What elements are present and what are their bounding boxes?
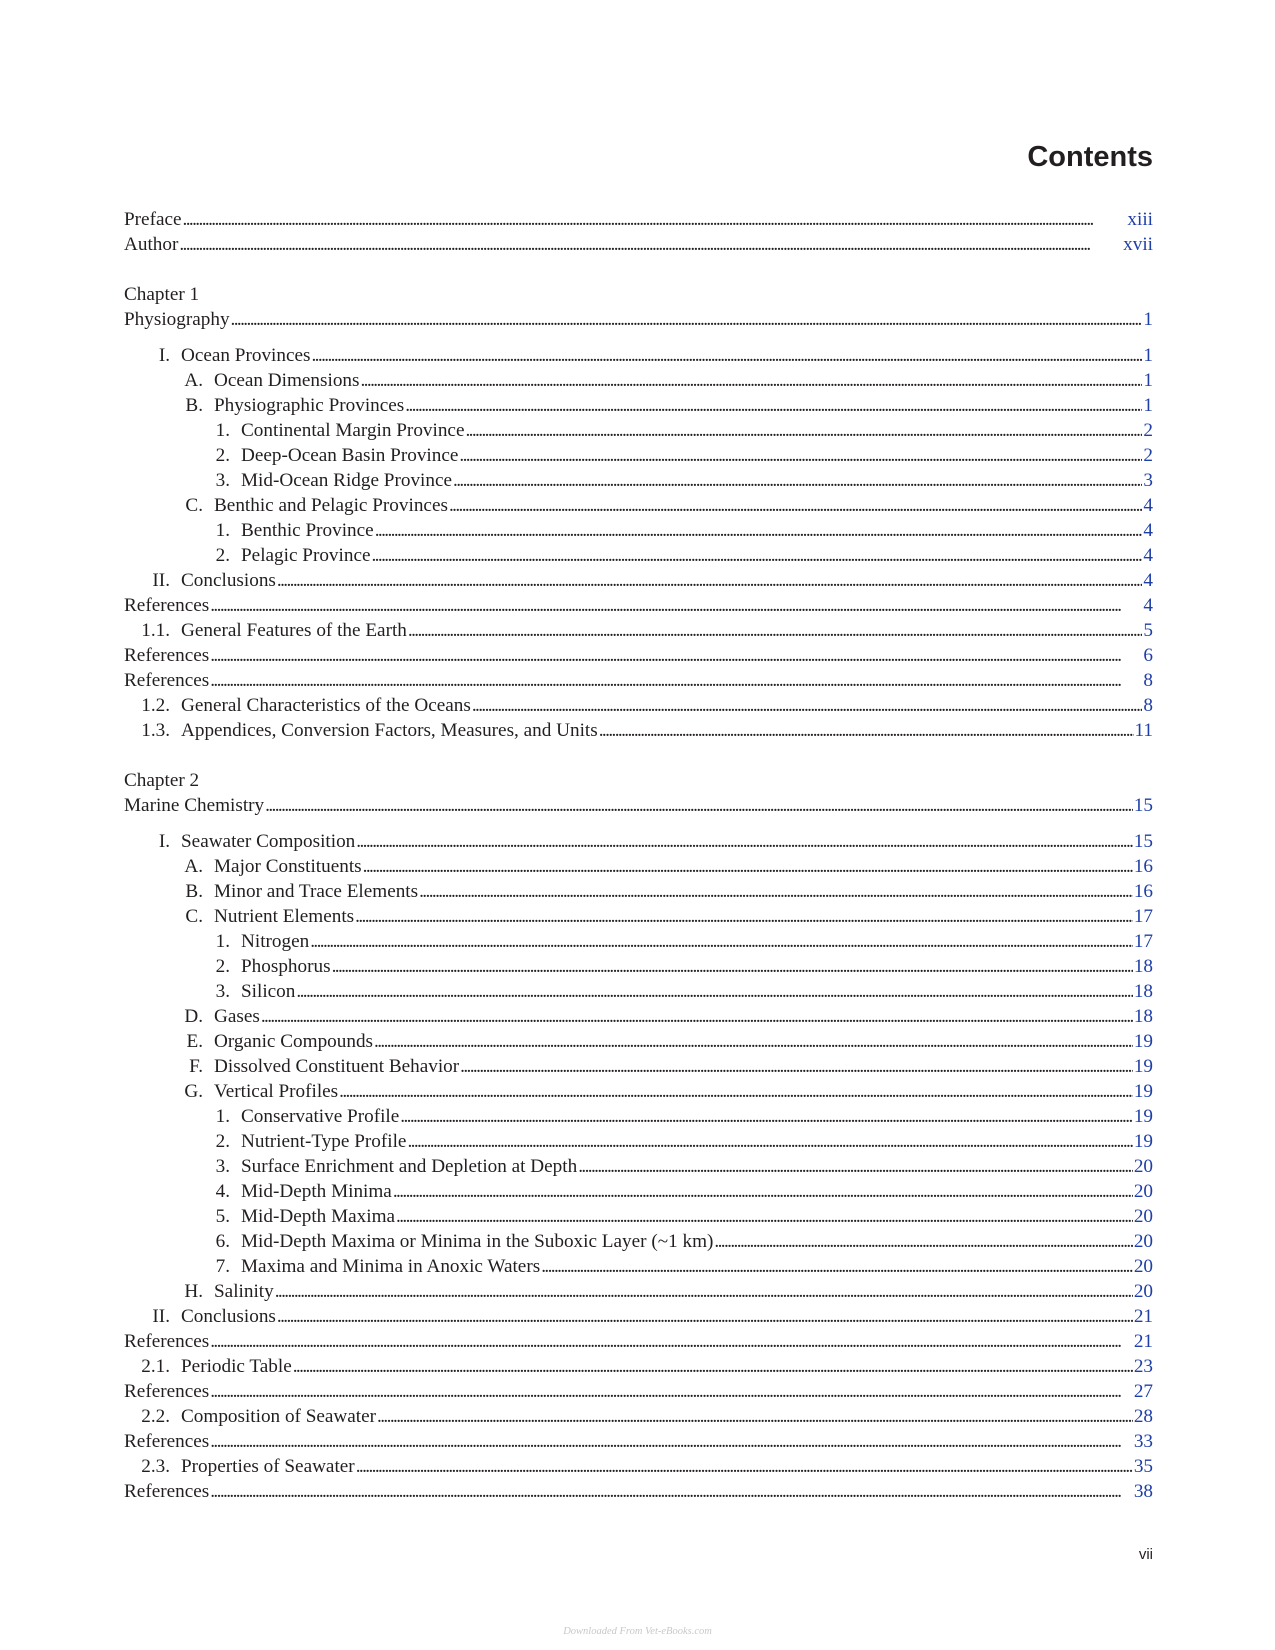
- dot-leader: [396, 1204, 1133, 1229]
- toc-page-link[interactable]: 28: [1133, 1406, 1153, 1427]
- dot-leader: [265, 793, 1133, 818]
- toc-entry[interactable]: [124, 1054, 1153, 1079]
- toc-entry[interactable]: [124, 468, 1153, 493]
- toc-entry-number: B.: [185, 395, 203, 416]
- toc-page-link[interactable]: 17: [1133, 906, 1153, 927]
- dot-leader: [541, 1254, 1133, 1279]
- toc-entry[interactable]: [124, 1154, 1153, 1179]
- toc-entry-label: Composition of Seawater: [181, 1406, 377, 1427]
- dot-leader: [465, 418, 1142, 443]
- dot-leader: [599, 718, 1134, 743]
- toc-entry-label: Conclusions: [181, 1306, 276, 1327]
- toc-entry-references[interactable]: [124, 668, 1153, 693]
- dot-leader: [371, 543, 1142, 568]
- dot-leader: [375, 518, 1143, 543]
- toc-entry[interactable]: [124, 879, 1153, 904]
- toc-page-link[interactable]: 4: [1143, 545, 1153, 566]
- toc-page-link[interactable]: xvii: [1123, 234, 1153, 255]
- dot-leader: [407, 1129, 1132, 1154]
- toc-entry-section[interactable]: [124, 618, 1153, 643]
- toc-entry-label: Benthic and Pelagic Provinces: [214, 495, 448, 516]
- dot-leader: [355, 904, 1133, 929]
- dot-leader: [356, 1454, 1133, 1479]
- toc-entry[interactable]: [124, 568, 1153, 593]
- toc-entry[interactable]: [124, 829, 1153, 854]
- chapter-number-label: Chapter 1: [124, 284, 200, 305]
- toc-entry-label: Salinity: [214, 1281, 274, 1302]
- toc-entry[interactable]: [124, 1304, 1153, 1329]
- dot-leader: [275, 1279, 1133, 1304]
- dot-leader: [393, 1179, 1133, 1204]
- toc-entry[interactable]: [124, 1079, 1153, 1104]
- toc-page-link[interactable]: 18: [1133, 981, 1153, 1002]
- toc-page-link[interactable]: 3: [1143, 470, 1153, 491]
- toc-entry-preface[interactable]: [124, 207, 1153, 232]
- toc-entry-number: F.: [189, 1056, 203, 1077]
- toc-page-link[interactable]: 16: [1133, 881, 1153, 902]
- toc-entry-references[interactable]: [124, 593, 1153, 618]
- toc-page-link[interactable]: 20: [1133, 1181, 1153, 1202]
- toc-entry[interactable]: [124, 368, 1153, 393]
- toc-entry[interactable]: [124, 343, 1153, 368]
- dot-leader: [332, 954, 1133, 979]
- toc-entry-number: C.: [185, 906, 203, 927]
- toc-entry-number: I.: [158, 345, 170, 366]
- toc-entry[interactable]: [124, 1129, 1153, 1154]
- toc-entry[interactable]: [124, 1104, 1153, 1129]
- toc-page-link[interactable]: 21: [1133, 1331, 1153, 1352]
- toc-entry-label: Preface: [124, 209, 182, 230]
- toc-entry-label: Organic Compounds: [214, 1031, 373, 1052]
- toc-page-link[interactable]: xiii: [1127, 209, 1153, 230]
- toc-entry-label: Surface Enrichment and Depletion at Depth: [241, 1156, 578, 1177]
- toc-entry[interactable]: [124, 393, 1153, 418]
- toc-entry-number: 3.: [215, 470, 230, 491]
- toc-entry-number: 2.2.: [141, 1406, 170, 1427]
- dot-leader: [179, 232, 1122, 257]
- toc-entry[interactable]: [124, 493, 1153, 518]
- toc-page-link[interactable]: 35: [1133, 1456, 1153, 1477]
- toc-page-link[interactable]: 8: [1143, 695, 1153, 716]
- toc-entry-number: 2.: [215, 956, 230, 977]
- dot-leader: [453, 468, 1142, 493]
- toc-entry-chapter-title[interactable]: [124, 307, 1153, 332]
- toc-page-link[interactable]: 4: [1143, 570, 1153, 591]
- toc-entry[interactable]: [124, 904, 1153, 929]
- toc-entry-number: 2.: [215, 1131, 230, 1152]
- toc-entry[interactable]: [124, 518, 1153, 543]
- table-of-contents: [124, 207, 1153, 1504]
- dot-leader: [210, 1329, 1133, 1354]
- toc-entry-references[interactable]: [124, 1379, 1153, 1404]
- toc-page-link[interactable]: 4: [1143, 495, 1153, 516]
- toc-entry-label: Nutrient-Type Profile: [241, 1131, 407, 1152]
- dot-leader: [261, 1004, 1133, 1029]
- toc-entry-number: 1.: [215, 520, 230, 541]
- toc-entry-label: Physiography: [124, 309, 230, 330]
- toc-entry-number: 5.: [215, 1206, 230, 1227]
- toc-entry-number: 3.: [215, 981, 230, 1002]
- toc-page-link[interactable]: 1: [1143, 309, 1153, 330]
- toc-entry-number: 1.1.: [141, 620, 170, 641]
- toc-page-link[interactable]: 18: [1133, 1006, 1153, 1027]
- toc-entry-label: Appendices, Conversion Factors, Measures, and Units: [181, 720, 598, 741]
- toc-page-link[interactable]: 1: [1143, 395, 1153, 416]
- toc-entry-label: References: [124, 1331, 210, 1352]
- dot-leader: [210, 593, 1142, 618]
- dot-leader: [210, 1479, 1133, 1504]
- toc-entry-label: Author: [124, 234, 179, 255]
- toc-entry-label: Major Constituents: [214, 856, 362, 877]
- toc-entry[interactable]: [124, 1254, 1153, 1279]
- toc-entry[interactable]: [124, 443, 1153, 468]
- toc-entry-author[interactable]: [124, 232, 1153, 257]
- toc-page-link[interactable]: 20: [1133, 1206, 1153, 1227]
- toc-page-link[interactable]: 19: [1133, 1106, 1153, 1127]
- toc-entry-label: Pelagic Province: [241, 545, 371, 566]
- toc-entry[interactable]: [124, 1204, 1153, 1229]
- toc-entry-references[interactable]: [124, 1429, 1153, 1454]
- dot-leader: [377, 1404, 1133, 1429]
- toc-entry-label: Conservative Profile: [241, 1106, 400, 1127]
- dot-leader: [400, 1104, 1133, 1129]
- toc-page-link[interactable]: 20: [1133, 1156, 1153, 1177]
- toc-entry-label: Maxima and Minima in Anoxic Waters: [241, 1256, 541, 1277]
- toc-page-link[interactable]: 38: [1133, 1481, 1153, 1502]
- toc-entry-label: Ocean Dimensions: [214, 370, 360, 391]
- toc-entry-references[interactable]: [124, 1329, 1153, 1354]
- toc-page-link[interactable]: 23: [1133, 1356, 1153, 1377]
- toc-entry-label: Conclusions: [181, 570, 276, 591]
- dot-leader: [310, 929, 1133, 954]
- toc-page-link[interactable]: 6: [1143, 645, 1153, 666]
- toc-entry[interactable]: [124, 1004, 1153, 1029]
- toc-page-link[interactable]: 1: [1143, 370, 1153, 391]
- dot-leader: [277, 1304, 1133, 1329]
- dot-leader: [449, 493, 1142, 518]
- toc-entry-label: References: [124, 1431, 210, 1452]
- dot-leader: [459, 443, 1142, 468]
- dot-leader: [363, 854, 1133, 879]
- dot-leader: [210, 668, 1142, 693]
- toc-entry-number: 1.: [215, 931, 230, 952]
- toc-entry-label: Phosphorus: [241, 956, 331, 977]
- toc-entry-number: II.: [152, 570, 170, 591]
- toc-entry-label: Continental Margin Province: [241, 420, 465, 441]
- toc-entry[interactable]: [124, 929, 1153, 954]
- toc-entry-label: Marine Chemistry: [124, 795, 265, 816]
- toc-entry-label: Minor and Trace Elements: [214, 881, 419, 902]
- dot-leader: [419, 879, 1133, 904]
- toc-entry-label: Properties of Seawater: [181, 1456, 355, 1477]
- toc-entry-number: 2.: [215, 445, 230, 466]
- toc-entry-label: Nutrient Elements: [214, 906, 355, 927]
- toc-page-link[interactable]: 33: [1133, 1431, 1153, 1452]
- toc-entry-label: References: [124, 645, 210, 666]
- dot-leader: [714, 1229, 1132, 1254]
- toc-entry[interactable]: [124, 543, 1153, 568]
- toc-entry-references[interactable]: [124, 1479, 1153, 1504]
- toc-entry-number: 2.1.: [141, 1356, 170, 1377]
- toc-entry[interactable]: [124, 854, 1153, 879]
- dot-leader: [578, 1154, 1133, 1179]
- toc-page-link[interactable]: 19: [1133, 1056, 1153, 1077]
- dot-leader: [210, 643, 1142, 668]
- toc-entry-label: Mid-Depth Maxima: [241, 1206, 396, 1227]
- toc-entry-number: D.: [184, 1006, 203, 1027]
- dot-leader: [277, 568, 1143, 593]
- toc-page-link[interactable]: 11: [1134, 720, 1153, 741]
- toc-entry-label: Mid-Ocean Ridge Province: [241, 470, 453, 491]
- toc-entry-label: General Characteristics of the Oceans: [181, 695, 471, 716]
- toc-page-link[interactable]: 17: [1133, 931, 1153, 952]
- toc-entry-label: Deep-Ocean Basin Province: [241, 445, 459, 466]
- toc-entry-number: 3.: [215, 1156, 230, 1177]
- toc-entry-section[interactable]: [124, 718, 1153, 743]
- toc-entry-number: C.: [185, 495, 203, 516]
- toc-page-link[interactable]: 19: [1133, 1081, 1153, 1102]
- toc-page-link[interactable]: 21: [1133, 1306, 1153, 1327]
- toc-entry-label: Mid-Depth Maxima or Minima in the Suboxic Layer (~1 km): [241, 1231, 714, 1252]
- dot-leader: [408, 618, 1143, 643]
- toc-entry-label: Nitrogen: [241, 931, 310, 952]
- toc-entry-label: References: [124, 1481, 210, 1502]
- toc-entry-label: Gases: [214, 1006, 260, 1027]
- toc-entry-number: 7.: [215, 1256, 230, 1277]
- dot-leader: [293, 1354, 1133, 1379]
- toc-entry-number: 2.3.: [141, 1456, 170, 1477]
- toc-entry[interactable]: [124, 1179, 1153, 1204]
- dot-leader: [360, 368, 1142, 393]
- dot-leader: [210, 1429, 1133, 1454]
- toc-entry-label: General Features of the Earth: [181, 620, 407, 641]
- toc-entry-label: References: [124, 595, 210, 616]
- toc-entry-number: I.: [158, 831, 170, 852]
- page-title: Contents: [1027, 141, 1153, 173]
- toc-entry-number: A.: [184, 856, 203, 877]
- dot-leader: [339, 1079, 1133, 1104]
- toc-page-link[interactable]: 4: [1143, 520, 1153, 541]
- toc-page-link[interactable]: 20: [1133, 1231, 1153, 1252]
- toc-page-link[interactable]: 27: [1133, 1381, 1153, 1402]
- toc-entry-label: Dissolved Constituent Behavior: [214, 1056, 460, 1077]
- toc-entry-number: 4.: [215, 1181, 230, 1202]
- toc-entry-label: Seawater Composition: [181, 831, 356, 852]
- dot-leader: [356, 829, 1133, 854]
- dot-leader: [472, 693, 1143, 718]
- dot-leader: [231, 307, 1143, 332]
- watermark: Downloaded From Vet-eBooks.com: [563, 1626, 712, 1637]
- toc-entry-number: 6.: [215, 1231, 230, 1252]
- toc-page-link[interactable]: 2: [1143, 445, 1153, 466]
- toc-entry-label: Periodic Table: [181, 1356, 292, 1377]
- toc-entry-references[interactable]: [124, 643, 1153, 668]
- toc-entry[interactable]: [124, 1279, 1153, 1304]
- toc-page-link[interactable]: 5: [1143, 620, 1153, 641]
- toc-entry[interactable]: [124, 1229, 1153, 1254]
- toc-entry[interactable]: [124, 418, 1153, 443]
- page-number: vii: [1138, 1546, 1153, 1563]
- toc-page-link[interactable]: 18: [1133, 956, 1153, 977]
- toc-entry-number: H.: [184, 1281, 203, 1302]
- toc-entry-section[interactable]: [124, 1404, 1153, 1429]
- toc-page-link[interactable]: 20: [1133, 1281, 1153, 1302]
- toc-entry-label: References: [124, 1381, 210, 1402]
- toc-entry-number: 1.: [215, 1106, 230, 1127]
- toc-entry[interactable]: [124, 979, 1153, 1004]
- toc-entry-number: II.: [152, 1306, 170, 1327]
- toc-entry-label: Benthic Province: [241, 520, 374, 541]
- toc-page-link[interactable]: 20: [1133, 1256, 1153, 1277]
- toc-page-link[interactable]: 19: [1133, 1031, 1153, 1052]
- toc-entry-number: 2.: [215, 545, 230, 566]
- chapter-number-label: Chapter 2: [124, 770, 200, 791]
- dot-leader: [311, 343, 1142, 368]
- toc-entry-number: 1.3.: [141, 720, 170, 741]
- toc-entry-label: Ocean Provinces: [181, 345, 311, 366]
- toc-entry-number: 1.: [215, 420, 230, 441]
- toc-page-link[interactable]: 15: [1133, 831, 1153, 852]
- toc-entry-label: Vertical Profiles: [214, 1081, 339, 1102]
- toc-entry-section[interactable]: [124, 693, 1153, 718]
- toc-page-link[interactable]: 1: [1143, 345, 1153, 366]
- toc-entry-chapter-title[interactable]: [124, 793, 1153, 818]
- toc-page-link[interactable]: 15: [1133, 795, 1153, 816]
- toc-entry-number: G.: [184, 1081, 203, 1102]
- dot-leader: [460, 1054, 1133, 1079]
- dot-leader: [405, 393, 1142, 418]
- toc-page-link[interactable]: 2: [1143, 420, 1153, 441]
- toc-page-link[interactable]: 4: [1143, 595, 1153, 616]
- toc-entry-section[interactable]: [124, 1454, 1153, 1479]
- toc-page-link[interactable]: 19: [1133, 1131, 1153, 1152]
- toc-entry[interactable]: [124, 1029, 1153, 1054]
- toc-entry[interactable]: [124, 954, 1153, 979]
- toc-entry-number: A.: [184, 370, 203, 391]
- dot-leader: [374, 1029, 1133, 1054]
- toc-entry-label: Physiographic Provinces: [214, 395, 405, 416]
- dot-leader: [296, 979, 1132, 1004]
- toc-entry-number: B.: [185, 881, 203, 902]
- toc-entry-section[interactable]: [124, 1354, 1153, 1379]
- toc-entry-label: References: [124, 670, 210, 691]
- chapter-number: [124, 282, 1153, 307]
- toc-page-link[interactable]: 16: [1133, 856, 1153, 877]
- toc-entry-number: E.: [186, 1031, 203, 1052]
- toc-entry-number: 1.2.: [141, 695, 170, 716]
- dot-leader: [183, 207, 1127, 232]
- toc-entry-label: Mid-Depth Minima: [241, 1181, 392, 1202]
- toc-page-link[interactable]: 8: [1143, 670, 1153, 691]
- toc-entry-label: Silicon: [241, 981, 296, 1002]
- dot-leader: [210, 1379, 1133, 1404]
- chapter-number: [124, 768, 1153, 793]
